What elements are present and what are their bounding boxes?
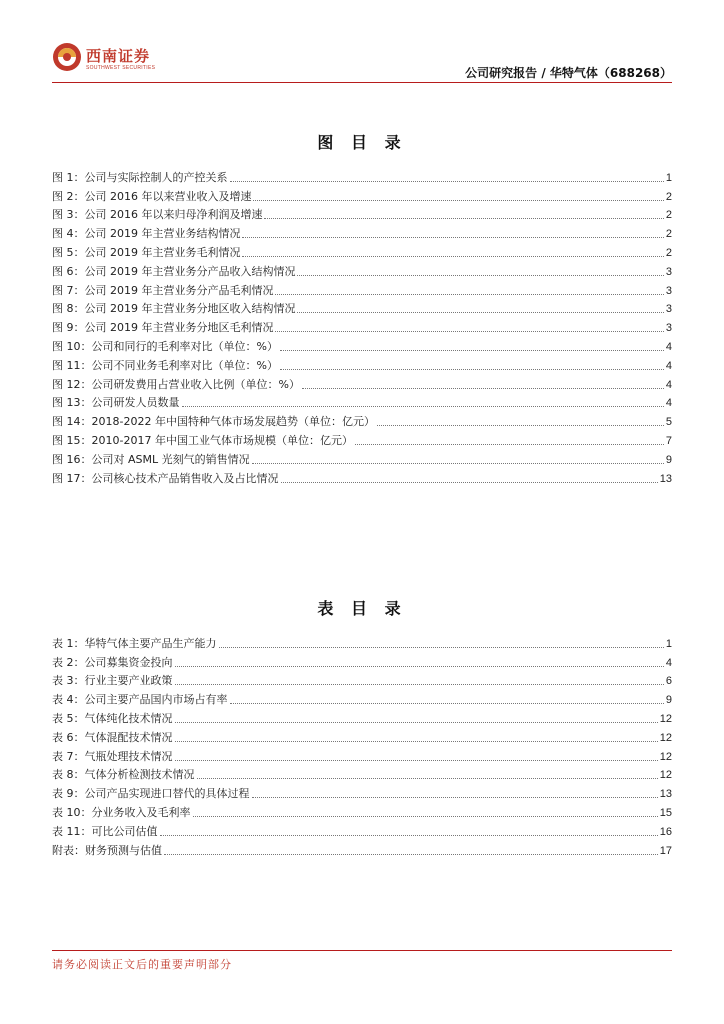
table-toc-entry-label: 表 6：气体混配技术情况 bbox=[52, 730, 173, 744]
figure-toc-entry[interactable] bbox=[52, 467, 672, 486]
figure-toc-entry-page: 2 bbox=[665, 246, 672, 259]
table-toc-entry-label: 表 8：气体分析检测技术情况 bbox=[52, 768, 195, 782]
table-toc-entry[interactable] bbox=[52, 688, 672, 707]
figure-toc-entry-label: 图 17：公司核心技术产品销售收入及占比情况 bbox=[52, 471, 279, 485]
figure-toc-entry-label: 图 8：公司 2019 年主营业务分地区收入结构情况 bbox=[52, 302, 296, 316]
table-toc-entry[interactable] bbox=[52, 745, 672, 764]
dot-leader bbox=[252, 463, 664, 464]
dot-leader bbox=[275, 331, 663, 332]
dot-leader bbox=[242, 237, 663, 238]
figure-toc-entry-page: 4 bbox=[665, 359, 672, 372]
table-toc-entry-label: 表 1：华特气体主要产品生产能力 bbox=[52, 636, 217, 650]
logo-cn-text: 西南证券 bbox=[86, 47, 151, 65]
figure-list bbox=[52, 166, 672, 486]
table-list-title: 表 目 录 bbox=[317, 599, 407, 618]
figure-toc-entry-page: 4 bbox=[665, 397, 672, 410]
figure-toc-entry-page: 2 bbox=[665, 228, 672, 241]
figure-toc-entry-label: 图 7：公司 2019 年主营业务分产品毛利情况 bbox=[52, 283, 274, 297]
table-toc-entry-page: 9 bbox=[665, 694, 672, 707]
table-toc-entry-page: 13 bbox=[659, 788, 672, 801]
dot-leader bbox=[242, 256, 663, 257]
figure-toc-entry-label: 图 13：公司研发人员数量 bbox=[52, 396, 180, 410]
table-toc-entry-label: 附表：财务预测与估值 bbox=[52, 843, 162, 857]
table-toc-entry-page: 12 bbox=[659, 769, 672, 782]
table-toc-entry-page: 12 bbox=[659, 731, 672, 744]
dot-leader bbox=[193, 816, 658, 817]
logo-en-text: SOUTHWEST SECURITIES bbox=[86, 65, 156, 71]
table-toc-entry-page: 12 bbox=[659, 750, 672, 763]
table-toc-entry[interactable] bbox=[52, 726, 672, 745]
footer-disclaimer: 请务必阅读正文后的重要声明部分 bbox=[52, 958, 232, 971]
table-toc-entry-page: 16 bbox=[659, 825, 672, 838]
table-toc-entry[interactable] bbox=[52, 782, 672, 801]
table-toc-entry-page: 4 bbox=[665, 656, 672, 669]
figure-toc-entry-page: 3 bbox=[665, 303, 672, 316]
figure-toc-entry[interactable] bbox=[52, 185, 672, 204]
table-toc-entry-label: 表 4：公司主要产品国内市场占有率 bbox=[52, 693, 228, 707]
dot-leader bbox=[377, 425, 664, 426]
figure-toc-entry-label: 图 10：公司和同行的毛利率对比（单位：%） bbox=[52, 339, 278, 353]
dot-leader bbox=[175, 760, 658, 761]
dot-leader bbox=[164, 854, 658, 855]
dot-leader bbox=[175, 722, 658, 723]
figure-toc-entry-page: 3 bbox=[665, 322, 672, 335]
figure-toc-entry[interactable] bbox=[52, 335, 672, 354]
dot-leader bbox=[175, 741, 658, 742]
table-toc-entry[interactable] bbox=[52, 801, 672, 820]
figure-toc-entry[interactable] bbox=[52, 241, 672, 260]
figure-toc-entry-page: 3 bbox=[665, 284, 672, 297]
table-toc-entry-page: 12 bbox=[659, 712, 672, 725]
dot-leader bbox=[252, 797, 658, 798]
figure-toc-entry-page: 1 bbox=[665, 171, 672, 184]
header-divider bbox=[52, 82, 672, 83]
table-toc-entry[interactable] bbox=[52, 651, 672, 670]
table-toc-entry-page: 15 bbox=[659, 806, 672, 819]
dot-leader bbox=[253, 200, 663, 201]
dot-leader bbox=[302, 388, 664, 389]
dot-leader bbox=[230, 181, 664, 182]
dot-leader bbox=[230, 703, 664, 704]
table-toc-entry-label: 表 9：公司产品实现进口替代的具体过程 bbox=[52, 787, 250, 801]
figure-toc-entry-label: 图 16：公司对 ASML 光刻气的销售情况 bbox=[52, 452, 250, 466]
figure-toc-entry-label: 图 9：公司 2019 年主营业务分地区毛利情况 bbox=[52, 321, 274, 335]
figure-toc-entry[interactable] bbox=[52, 222, 672, 241]
figure-toc-entry-label: 图 4：公司 2019 年主营业务结构情况 bbox=[52, 227, 241, 241]
table-toc-entry-label: 表 2：公司募集资金投向 bbox=[52, 655, 173, 669]
figure-toc-entry-label: 图 2：公司 2016 年以来营业收入及增速 bbox=[52, 189, 252, 203]
table-toc-entry-page: 1 bbox=[665, 637, 672, 650]
table-toc-entry-label: 表 11：可比公司估值 bbox=[52, 824, 158, 838]
figure-toc-entry-page: 4 bbox=[665, 340, 672, 353]
footer-divider bbox=[52, 950, 672, 951]
figure-toc-entry[interactable] bbox=[52, 316, 672, 335]
dot-leader bbox=[297, 275, 663, 276]
figure-toc-entry-label: 图 1：公司与实际控制人的产控关系 bbox=[52, 170, 228, 184]
table-toc-entry-label: 表 3：行业主要产业政策 bbox=[52, 674, 173, 688]
figure-toc-entry[interactable] bbox=[52, 298, 672, 317]
dot-leader bbox=[281, 482, 658, 483]
table-toc-entry[interactable] bbox=[52, 839, 672, 858]
dot-leader bbox=[175, 666, 664, 667]
figure-toc-entry-page: 2 bbox=[665, 190, 672, 203]
table-toc-entry-page: 6 bbox=[665, 675, 672, 688]
figure-toc-entry-page: 9 bbox=[665, 453, 672, 466]
dot-leader bbox=[175, 684, 664, 685]
figure-toc-entry-label: 图 11：公司不同业务毛利率对比（单位：%） bbox=[52, 358, 278, 372]
figure-toc-entry[interactable] bbox=[52, 410, 672, 429]
company-logo bbox=[52, 40, 172, 76]
figure-toc-entry-page: 4 bbox=[665, 378, 672, 391]
figure-toc-entry[interactable] bbox=[52, 204, 672, 223]
table-toc-entry[interactable] bbox=[52, 670, 672, 689]
figure-toc-entry[interactable] bbox=[52, 429, 672, 448]
page-header bbox=[52, 40, 672, 82]
dot-leader bbox=[280, 369, 664, 370]
figure-toc-entry[interactable] bbox=[52, 260, 672, 279]
figure-toc-entry-page: 3 bbox=[665, 265, 672, 278]
figure-toc-entry[interactable] bbox=[52, 354, 672, 373]
dot-leader bbox=[355, 444, 664, 445]
figure-toc-entry[interactable] bbox=[52, 392, 672, 411]
figure-toc-entry-page: 13 bbox=[659, 472, 672, 485]
table-toc-entry-label: 表 7：气瓶处理技术情况 bbox=[52, 749, 173, 763]
figure-toc-entry[interactable] bbox=[52, 448, 672, 467]
table-toc-entry[interactable] bbox=[52, 632, 672, 651]
dot-leader bbox=[197, 778, 658, 779]
figure-toc-entry[interactable] bbox=[52, 373, 672, 392]
table-toc-entry[interactable] bbox=[52, 820, 672, 839]
report-title: 公司研究报告 / 华特气体（688268） bbox=[465, 66, 672, 80]
dot-leader bbox=[264, 218, 663, 219]
table-toc-entry[interactable] bbox=[52, 707, 672, 726]
figure-toc-entry-label: 图 15：2010-2017 年中国工业气体市场规模（单位：亿元） bbox=[52, 433, 353, 447]
dot-leader bbox=[219, 647, 664, 648]
figure-toc-entry[interactable] bbox=[52, 279, 672, 298]
table-list bbox=[52, 632, 672, 858]
figure-toc-entry-label: 图 3：公司 2016 年以来归母净利润及增速 bbox=[52, 208, 263, 222]
table-toc-entry-page: 17 bbox=[659, 844, 672, 857]
table-toc-entry[interactable] bbox=[52, 764, 672, 783]
figure-toc-entry[interactable] bbox=[52, 166, 672, 185]
figure-toc-entry-page: 5 bbox=[665, 416, 672, 429]
figure-toc-entry-label: 图 6：公司 2019 年主营业务分产品收入结构情况 bbox=[52, 264, 296, 278]
dot-leader bbox=[182, 406, 664, 407]
table-toc-entry-label: 表 10：分业务收入及毛利率 bbox=[52, 805, 191, 819]
figure-list-title: 图 目 录 bbox=[317, 133, 407, 152]
dot-leader bbox=[297, 312, 663, 313]
dot-leader bbox=[280, 350, 664, 351]
table-toc-entry-label: 表 5：气体纯化技术情况 bbox=[52, 711, 173, 725]
figure-toc-entry-page: 2 bbox=[665, 209, 672, 222]
dot-leader bbox=[275, 294, 663, 295]
figure-toc-entry-label: 图 12：公司研发费用占营业收入比例（单位：%） bbox=[52, 377, 300, 391]
logo-icon bbox=[52, 42, 82, 72]
dot-leader bbox=[160, 835, 658, 836]
figure-toc-entry-label: 图 5：公司 2019 年主营业务毛利情况 bbox=[52, 245, 241, 259]
figure-toc-entry-label: 图 14：2018-2022 年中国特种气体市场发展趋势（单位：亿元） bbox=[52, 415, 375, 429]
figure-toc-entry-page: 7 bbox=[665, 434, 672, 447]
